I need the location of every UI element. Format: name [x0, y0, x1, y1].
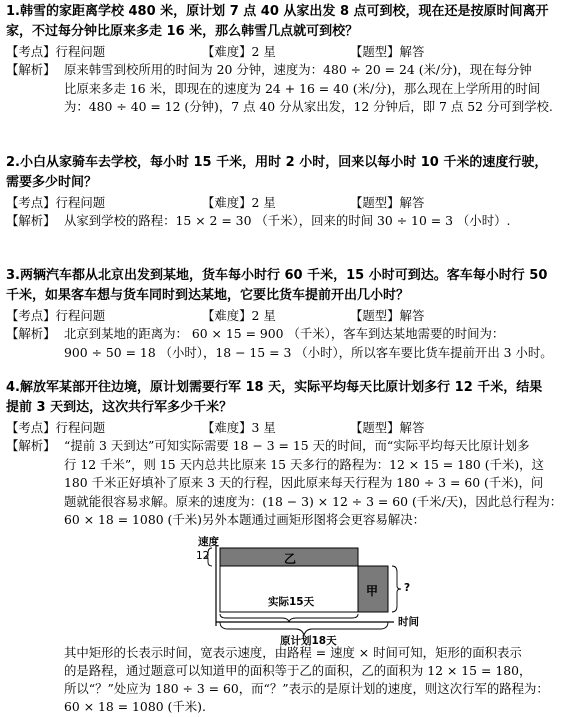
jiexi-block	[6, 437, 572, 511]
brace-actual	[220, 614, 358, 622]
meta-row	[6, 418, 572, 437]
nandu-label: 【难度】3 星	[202, 420, 276, 435]
question-line: 2.小白从家骑车去学校，每小时 15 千米，用时 2 小时，回来以每小时 10 千米的速度行驶，	[6, 155, 548, 170]
question-line: 需要多少时间？	[6, 175, 98, 190]
yi-label: 乙	[284, 552, 297, 566]
jiexi-tag: 【解析】	[6, 213, 56, 228]
value-12-label: 12	[196, 550, 210, 562]
rectangle-diagram	[196, 534, 436, 647]
question-4	[6, 378, 572, 418]
jiexi-line: 原来韩雪到校所用的时间为 20 分钟，速度为：480 ÷ 20 = 24 (米/分)，现在每分钟	[64, 62, 532, 77]
brace-question	[392, 566, 401, 612]
meta-row	[6, 306, 572, 325]
nandu-label: 【难度】2 星	[202, 195, 276, 210]
problem-4-continued	[64, 644, 572, 716]
jiexi-block	[6, 212, 572, 231]
problem-3	[6, 266, 572, 362]
question-3	[6, 266, 572, 306]
jiexi-block	[6, 61, 572, 117]
jiexi-line: 北京到某地的距离为： 60 × 15 = 900 （千米），客车到达某地需要的时间为：	[64, 326, 505, 341]
after-line: 的是路程，通过题意可以知道甲的面积等于乙的面积，乙的面积为 12 × 15 = 180，	[64, 663, 532, 678]
jiexi-line: 从家到学校的路程：15 × 2 = 30 （千米），回来的时间 30 ÷ 10 = 3 （小时）.	[64, 213, 511, 228]
jiexi-block	[6, 325, 572, 362]
tixing-label: 【题型】解答	[350, 44, 425, 59]
jiexi-tag: 【解析】	[6, 62, 56, 77]
problem-2	[6, 153, 572, 231]
jiexi-line: “提前 3 天到达”可知实际需要 18 − 3 = 15 天的时间，而“实际平均每天比原计划多	[64, 438, 530, 453]
nandu-label: 【难度】2 星	[202, 44, 276, 59]
jiexi-tag: 【解析】	[6, 326, 56, 341]
meta-row	[6, 42, 572, 61]
jiexi-line: 比原来多走 16 米，即现在的速度为 24 + 16 = 40 (米/分)，那么现在上学所用的时间	[64, 80, 541, 96]
jiexi-continuation: 60 × 18 = 1080 (千米)另外本题通过画矩形图将会更容易解决：	[64, 512, 426, 528]
time-label: 时间	[398, 616, 419, 628]
kaodian-label: 【考点】行程问题	[6, 308, 106, 323]
question-line: 3.两辆汽车都从北京出发到某地，货车每小时行 60 千米，15 小时可到达。客车每小时行 50	[6, 268, 548, 283]
actual-days-label: 实际15天	[268, 596, 315, 608]
meta-row	[6, 193, 572, 212]
question-line: 4.解放军某部开往边境，原计划需要行军 18 天，实际平均每天比原计划多行 12 千米，结果	[6, 380, 543, 395]
after-text	[64, 644, 572, 716]
jiexi-tag: 【解析】	[6, 438, 56, 453]
question-line: 千米，如果客车想与货车同时到达某地，它要比货车提前开出几小时？	[6, 288, 410, 303]
question-1	[6, 2, 572, 42]
jia-label: 甲	[366, 584, 379, 598]
after-line: 其中矩形的长表示时间，宽表示速度，由路程 = 速度 × 时间可知，矩形的面积表示	[64, 645, 522, 660]
kaodian-label: 【考点】行程问题	[6, 195, 106, 210]
tixing-label: 【题型】解答	[350, 195, 425, 210]
tixing-label: 【题型】解答	[350, 420, 425, 435]
speed-label: 速度	[198, 536, 219, 548]
question-line: 1.韩雪的家距离学校 480 米，原计划 7 点 40 从家出发 8 点可到校，现在还是按原时间离开	[6, 4, 549, 19]
problem-4	[6, 378, 572, 530]
tixing-label: 【题型】解答	[350, 308, 425, 323]
jiexi-line: 900 ÷ 50 = 18 （小时），18 − 15 = 3 （小时），所以客车要比货车提前开出 3 小时。	[64, 344, 553, 360]
jiexi-line: 题就能很容易求解。原来的速度为：(18 − 3) × 12 ÷ 3 = 60 (千米/天)，因此总行程为：	[64, 493, 563, 509]
after-line: 所以“？”处应为 180 ÷ 3 = 60，而“？”表示的是原计划的速度，则这次行军的路程为：	[64, 681, 549, 696]
jiexi-line: 为：480 ÷ 40 = 12 (分钟)，7 点 40 分从家出发，12 分钟后，即 7 点 52 分可到学校.	[64, 99, 553, 115]
kaodian-label: 【考点】行程问题	[6, 420, 106, 435]
problem-1	[6, 2, 572, 117]
question-mark-label: ?	[404, 582, 411, 594]
question-line: 家，不过每分钟比原来多走 16 米，那么韩雪几点就可到校？	[6, 24, 359, 39]
jiexi-line: 行 12 千米”，则 15 天内总共比原来 15 天多行的路程为：12 × 15 = 180 (千米)，这	[64, 456, 544, 472]
kaodian-label: 【考点】行程问题	[6, 44, 106, 59]
question-2	[6, 153, 572, 193]
question-line: 提前 3 天到达，这次共行军多少千米？	[6, 400, 233, 415]
jiexi-line: 180 千米正好填补了原来 3 天的行程，因此原来每天行程为 180 ÷ 3 = 60 (千米)，问	[64, 475, 544, 491]
nandu-label: 【难度】2 星	[202, 308, 276, 323]
after-line: 60 × 18 = 1080 (千米).	[64, 699, 206, 714]
planned-days-label: 原计划18天	[280, 635, 337, 647]
